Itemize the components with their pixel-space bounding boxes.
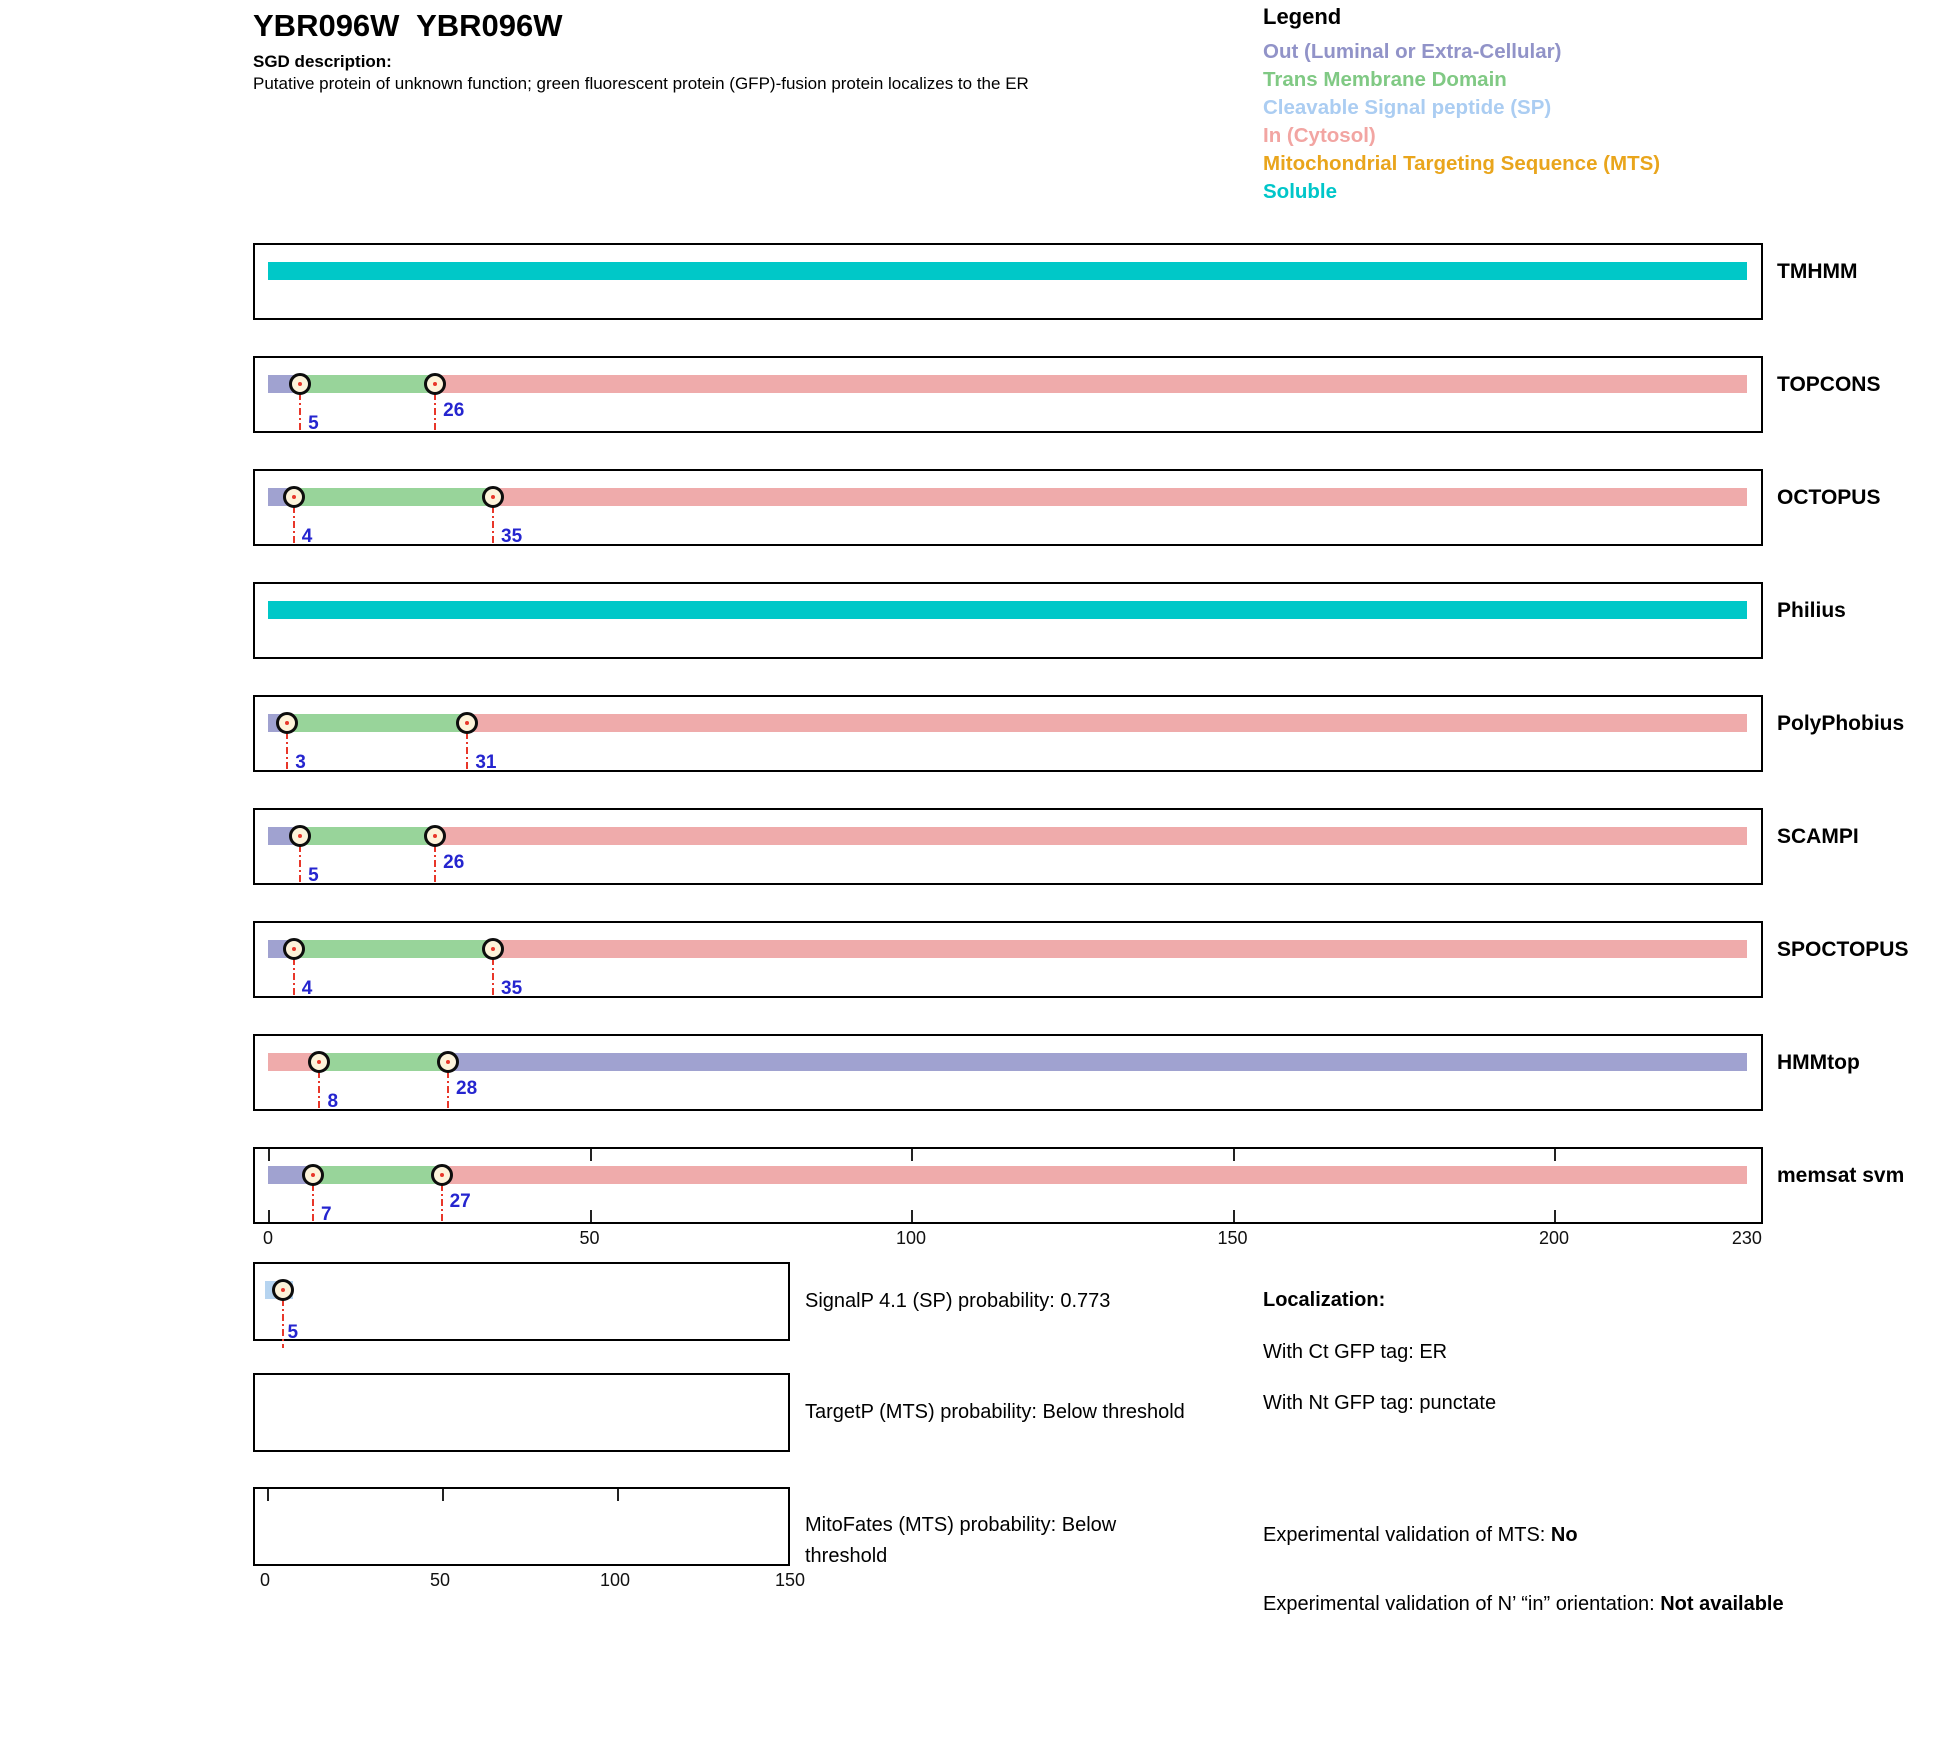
marker-guide-line <box>492 958 494 996</box>
localization-title: Localization: <box>1263 1289 1386 1311</box>
in-segment <box>493 940 1747 958</box>
sgd-description-text: Putative protein of unknown function; green fluorescent protein (GFP)-fusion protein localizes to the ER <box>253 74 1029 93</box>
axis-tick-label: 50 <box>429 1570 451 1590</box>
panel-label-signalp: SignalP 4.1 (SP) probability: 0.773 <box>805 1290 1111 1312</box>
axis-tick-label: 0 <box>262 1228 274 1248</box>
marker-guide-line <box>466 732 468 770</box>
ruler-tick <box>1233 1210 1235 1222</box>
marker-position-label: 26 <box>443 400 465 421</box>
track-box-topcons <box>253 356 1763 433</box>
soluble-segment <box>268 262 1747 280</box>
track-box-scampi <box>253 808 1763 885</box>
panel-label-targetp: TargetP (MTS) probability: Below threshold <box>805 1401 1185 1423</box>
track-label-octopus: OCTOPUS <box>1777 486 1881 509</box>
marker-guide-line <box>447 1071 449 1109</box>
marker-guide-line <box>434 845 436 883</box>
track-label-topcons: TOPCONS <box>1777 373 1881 396</box>
ct-gfp-tag-line: With Ct GFP tag: ER <box>1263 1341 1448 1363</box>
marker-guide-line <box>293 958 295 996</box>
track-box-hmmtop <box>253 1034 1763 1111</box>
marker-position-label: 8 <box>327 1091 339 1112</box>
orientation-validation-label: Experimental validation of N’ “in” orientation: <box>1263 1593 1661 1615</box>
localization-section <box>1263 1284 1496 1420</box>
marker-position-label: 5 <box>308 413 319 434</box>
ruler-tick <box>268 1210 270 1222</box>
marker-position-label: 5 <box>287 1322 299 1343</box>
track-box-octopus <box>253 469 1763 546</box>
ruler-tick <box>1554 1210 1556 1222</box>
marker-position-label: 35 <box>501 978 523 999</box>
marker-guide-line <box>441 1184 443 1222</box>
axis-tick-label: 0 <box>259 1570 271 1590</box>
boundary-marker <box>283 938 305 960</box>
marker-position-label: 5 <box>308 865 319 886</box>
track-label-memsat-svm: memsat svm <box>1777 1164 1905 1187</box>
panel-box-signalp <box>253 1262 790 1341</box>
marker-guide-line <box>312 1184 314 1222</box>
track-label-spoctopus: SPOCTOPUS <box>1777 938 1909 961</box>
axis-tick-label: 150 <box>1217 1228 1248 1248</box>
soluble-segment <box>268 601 1747 619</box>
mts-validation-value: No <box>1550 1524 1578 1546</box>
boundary-marker <box>283 486 305 508</box>
legend-item-trans: Trans Membrane Domain <box>1263 68 1507 91</box>
nt-gfp-tag-line: With Nt GFP tag: punctate <box>1263 1392 1497 1414</box>
mts-validation-line <box>1263 1519 1913 1552</box>
marker-position-label: 26 <box>443 852 465 873</box>
sgd-description-heading: SGD description: <box>253 52 392 71</box>
ruler-tick <box>442 1489 444 1501</box>
in-segment <box>467 714 1747 732</box>
ruler-tick <box>1554 1149 1556 1161</box>
marker-guide-line <box>299 845 301 883</box>
tm-segment <box>319 1053 448 1071</box>
tm-segment <box>313 1166 442 1184</box>
boundary-marker <box>302 1164 324 1186</box>
track-label-polyphobius: PolyPhobius <box>1777 712 1905 735</box>
ruler-tick <box>911 1210 913 1222</box>
axis-tick-label: 200 <box>1538 1228 1570 1248</box>
marker-position-label: 31 <box>475 752 497 773</box>
tm-segment <box>294 488 493 506</box>
marker-position-label: 7 <box>321 1204 332 1225</box>
axis-tick-label: 230 <box>1731 1228 1762 1248</box>
in-segment <box>435 375 1747 393</box>
legend-item-cleavable: Cleavable Signal peptide (SP) <box>1263 96 1552 119</box>
boundary-marker <box>424 373 446 395</box>
page-title: YBR096W YBR096W <box>253 8 563 43</box>
track-box-polyphobius <box>253 695 1763 772</box>
track-label-philius: Philius <box>1777 599 1846 622</box>
tm-segment <box>300 827 435 845</box>
ruler-tick <box>590 1210 592 1222</box>
out-segment <box>448 1053 1747 1071</box>
mts-validation-label: Experimental validation of MTS: <box>1263 1524 1551 1546</box>
in-segment <box>435 827 1747 845</box>
marker-guide-line <box>318 1071 320 1109</box>
ruler-tick <box>268 1149 270 1161</box>
boundary-marker <box>482 486 504 508</box>
panel-axis-mitofates <box>253 1570 806 1594</box>
tm-segment <box>287 714 467 732</box>
legend-item-in: In (Cytosol) <box>1263 124 1376 147</box>
ruler-tick <box>590 1149 592 1161</box>
boundary-marker <box>437 1051 459 1073</box>
marker-position-label: 3 <box>295 752 306 773</box>
ruler-tick <box>267 1489 269 1501</box>
marker-guide-line <box>492 506 494 544</box>
track-label-scampi: SCAMPI <box>1777 825 1859 848</box>
axis-tick-label: 50 <box>579 1228 600 1248</box>
panel-label-mitofates: MitoFates (MTS) probability: Below threshold <box>805 1514 1117 1567</box>
ruler-tick <box>1233 1149 1235 1161</box>
orientation-validation-line <box>1263 1588 1908 1621</box>
track-box-tmhmm <box>253 243 1763 320</box>
marker-guide-line <box>434 393 436 431</box>
track-label-hmmtop: HMMtop <box>1777 1051 1860 1074</box>
legend-item-soluble: Soluble <box>1263 180 1338 203</box>
legend-item-mitochondrial: Mitochondrial Targeting Sequence (MTS) <box>1263 152 1661 175</box>
marker-position-label: 4 <box>301 978 313 999</box>
marker-guide-line <box>299 393 301 431</box>
in-segment <box>442 1166 1747 1184</box>
boundary-marker <box>424 825 446 847</box>
marker-position-label: 35 <box>501 526 523 547</box>
marker-position-label: 28 <box>456 1078 478 1099</box>
axis-tick-label: 100 <box>895 1228 927 1248</box>
main-axis <box>253 1228 1763 1252</box>
in-segment <box>493 488 1747 506</box>
boundary-marker <box>482 938 504 960</box>
tm-segment <box>294 940 493 958</box>
legend <box>1263 4 1660 206</box>
legend-item-out: Out (Luminal or Extra-Cellular) <box>1263 40 1562 63</box>
legend-title: Legend <box>1263 4 1342 29</box>
axis-tick-label: 150 <box>774 1570 806 1590</box>
tm-segment <box>300 375 435 393</box>
marker-position-label: 4 <box>301 526 313 547</box>
panel-box-mitofates <box>253 1487 790 1566</box>
boundary-marker <box>289 373 311 395</box>
ruler-tick <box>617 1489 619 1501</box>
track-label-tmhmm: TMHMM <box>1777 260 1858 283</box>
track-box-spoctopus <box>253 921 1763 998</box>
marker-guide-line <box>293 506 295 544</box>
marker-guide-line <box>286 732 288 770</box>
panel-box-targetp <box>253 1373 790 1452</box>
orientation-validation-value: Not available <box>1660 1593 1784 1615</box>
boundary-marker <box>272 1279 294 1301</box>
marker-position-label: 27 <box>449 1191 471 1212</box>
boundary-marker <box>431 1164 453 1186</box>
axis-tick-label: 100 <box>599 1570 631 1590</box>
marker-guide-line <box>282 1299 284 1348</box>
track-box-memsat-svm <box>253 1147 1763 1224</box>
track-box-philius <box>253 582 1763 659</box>
boundary-marker <box>289 825 311 847</box>
ruler-tick <box>911 1149 913 1161</box>
